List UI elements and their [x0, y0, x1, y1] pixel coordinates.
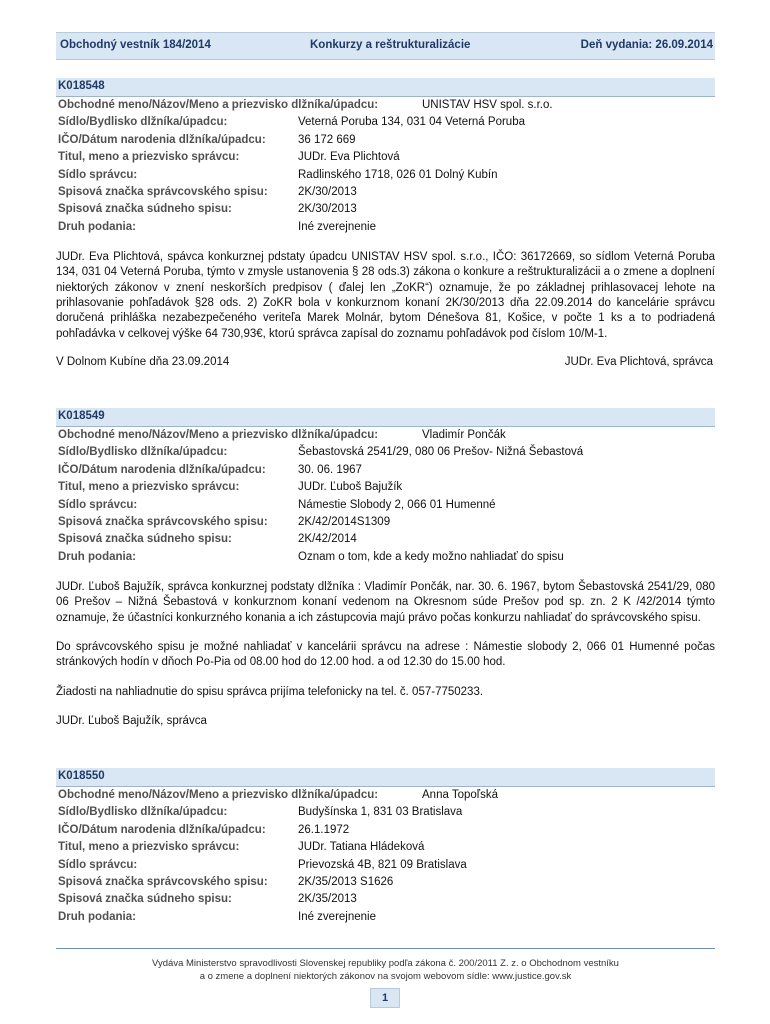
field-row: [56, 531, 715, 548]
journal-issue: Obchodný vestník 184/2014: [60, 39, 211, 51]
notice-fields: [56, 787, 715, 926]
field-label: Sídlo/Bydlisko dlžníka/úpadcu:: [58, 446, 228, 459]
notice-body: JUDr. Eva Plichtová, spávca konkurznej pdstaty úpadcu UNISTAV HSV spol. s.r.o., IČO: 36172669, so sídlom Veterná Poruba 134, 031 04 Veterná Poruba, týmto v zmysle ustanovenia § 28 ods.3) zákona o konkure a reštrukturalizácii a o zmene a doplnení niektorých zákonov v znení neskorších predpisov ( ďalej len „ZoKR“) oznamuje, že po základnej prihlasovacej lehote na prihlasovanie pohľadávok §28 ods. 2) ZoKR bola v konkurznom konaní 2K/30/2013 dňa 22.09.2014 do kancelárie správcu doručená prihláška nezabezpečeného veriteľa Marek Molnár, bytom Dénešova 81, Košice, v počte 1 ks a to podriadená pohľadávka v celkovej výške 64 730,93€, ktorú správca zapísal do zoznamu pohľadávok pod číslom 10/M-1.: [56, 251, 715, 340]
footer-divider: [56, 948, 715, 949]
field-row: [56, 462, 715, 479]
field-value: 30. 06. 1967: [298, 463, 362, 476]
field-row: [56, 909, 715, 926]
notice-body: Do správcovského spisu je možné nahliadať v kancelárii správcu na adrese : Námestie slobody 2, 066 01 Humenné počas stránkových hodín v dňoch Po-Pia od 08.00 hod do 12.00 hod. a od 12.30 do 15.00 hod.: [56, 641, 715, 669]
notice-entry: [56, 408, 715, 729]
section-title: Konkurzy a reštrukturalizácie: [310, 39, 471, 51]
field-row: [56, 891, 715, 908]
signature-row: [56, 356, 715, 372]
notice-body: JUDr. Ľuboš Bajužík, správca konkurznej podstaty dlžníka : Vladimír Pončák, nar. 30. 6. 1967, bytom Šebastovská 2541/29, 080 06 Prešov – Nižná Šebastová v konkurznom konaní vedenom na Okresnom súde Prešov pod sp. zn. 2 K /42/2014 týmto oznamuje, že účastníci konkurzného konania a ich zástupcovia majú právo počas konkurzu nahliadať do správcovského spisu.: [56, 581, 715, 624]
notice-code-bar: [56, 768, 715, 787]
field-row: [56, 497, 715, 514]
field-label: Titul, meno a priezvisko správcu:: [58, 841, 240, 854]
field-value: Iné zverejnenie: [298, 910, 376, 923]
field-row: [56, 804, 715, 821]
field-value: 2K/30/2013: [298, 203, 357, 216]
field-value: JUDr. Tatiana Hládeková: [298, 841, 425, 854]
notice-code: K018550: [58, 770, 105, 782]
field-label: IČO/Dátum narodenia dlžníka/úpadcu:: [58, 133, 266, 146]
notice-entry: [56, 768, 715, 926]
field-value: UNISTAV HSV spol. s.r.o.: [422, 99, 553, 111]
field-label: Titul, meno a priezvisko správcu:: [58, 481, 240, 494]
field-value: Radlinského 1718, 026 01 Dolný Kubín: [298, 168, 498, 181]
field-label: Sídlo správcu:: [58, 498, 138, 511]
field-row: [56, 839, 715, 856]
field-row: [56, 549, 715, 566]
field-label: IČO/Dátum narodenia dlžníka/úpadcu:: [58, 463, 266, 476]
field-label: Spisová značka správcovského spisu:: [58, 185, 268, 198]
field-label: Spisová značka správcovského spisu:: [58, 875, 268, 888]
field-label: Druh podania:: [58, 550, 136, 563]
field-row: [56, 857, 715, 874]
notice-entry: [56, 78, 715, 372]
field-label: Druh podania:: [58, 220, 136, 233]
field-value: Budyšínska 1, 831 03 Bratislava: [298, 806, 463, 819]
signature: JUDr. Eva Plichtová, správca: [564, 355, 713, 368]
signature: JUDr. Ľuboš Bajužík, správca: [56, 714, 207, 727]
footer: [56, 957, 715, 983]
field-value: Prievozská 4B, 821 09 Bratislava: [298, 858, 467, 871]
notice-code-bar: [56, 408, 715, 427]
place-date: V Dolnom Kubíne dňa 23.09.2014: [56, 355, 230, 368]
notice-fields: [56, 97, 715, 236]
field-label: Titul, meno a priezvisko správcu:: [58, 151, 240, 164]
field-row: [56, 132, 715, 149]
field-label: Spisová značka správcovského spisu:: [58, 515, 268, 528]
notice-fields: [56, 427, 715, 566]
page-header: [56, 32, 715, 60]
field-value: 2K/30/2013: [298, 185, 357, 198]
field-label: Spisová značka súdneho spisu:: [58, 533, 232, 546]
field-row: [56, 97, 715, 114]
field-row: [56, 114, 715, 131]
issue-date: Deň vydania: 26.09.2014: [580, 39, 713, 51]
field-value: 2K/35/2013: [298, 893, 357, 906]
field-label: Sídlo/Bydlisko dlžníka/úpadcu:: [58, 116, 228, 129]
field-row: [56, 427, 715, 444]
field-row: [56, 479, 715, 496]
field-row: [56, 822, 715, 839]
field-label: Druh podania:: [58, 910, 136, 923]
field-label: Sídlo/Bydlisko dlžníka/úpadcu:: [58, 806, 228, 819]
field-label: Spisová značka súdneho spisu:: [58, 203, 232, 216]
field-label: IČO/Dátum narodenia dlžníka/úpadcu:: [58, 823, 266, 836]
page-number: 1: [370, 988, 400, 1008]
field-row: [56, 787, 715, 804]
field-value: 36 172 669: [298, 133, 356, 146]
field-label: Sídlo správcu:: [58, 858, 138, 871]
field-row: [56, 514, 715, 531]
field-row: [56, 874, 715, 891]
field-value: 2K/42/2014: [298, 533, 357, 546]
notice-code-bar: [56, 78, 715, 97]
field-value: Anna Topoľská: [422, 789, 499, 801]
field-row: [56, 201, 715, 218]
field-value: JUDr. Ľuboš Bajužík: [298, 481, 403, 494]
notice-code: K018548: [58, 80, 105, 92]
field-value: Iné zverejnenie: [298, 220, 376, 233]
field-label: Obchodné meno/Názov/Meno a priezvisko dlžníka/úpadcu:: [58, 99, 379, 111]
field-value: Veterná Poruba 134, 031 04 Veterná Poruba: [298, 116, 525, 129]
field-label: Sídlo správcu:: [58, 168, 138, 181]
field-value: 2K/35/2013 S1626: [298, 875, 394, 888]
field-value: Vladimír Pončák: [422, 429, 506, 441]
field-row: [56, 219, 715, 236]
notice-code: K018549: [58, 410, 105, 422]
field-value: 26.1.1972: [298, 823, 350, 836]
field-value: Námestie Slobody 2, 066 01 Humenné: [298, 498, 496, 511]
notice-body: Žiadosti na nahliadnutie do spisu správca prijíma telefonicky na tel. č. 057-7750233.: [56, 685, 484, 698]
field-row: [56, 184, 715, 201]
footer-line-1: Vydáva Ministerstvo spravodlivosti Slovenskej republiky podľa zákona č. 200/2011 Z. z. o Obchodnom vestníku: [152, 958, 619, 969]
field-value: JUDr. Eva Plichtová: [298, 151, 400, 164]
field-value: 2K/42/2014S1309: [298, 515, 391, 528]
field-label: Obchodné meno/Názov/Meno a priezvisko dlžníka/úpadcu:: [58, 429, 379, 441]
field-label: Obchodné meno/Názov/Meno a priezvisko dlžníka/úpadcu:: [58, 789, 379, 801]
field-row: [56, 167, 715, 184]
footer-line-2: a o zmene a doplnení niektorých zákonov na svojom webovom sídle: www.justice.gov.sk: [199, 971, 572, 982]
field-row: [56, 444, 715, 461]
field-value: Šebastovská 2541/29, 080 06 Prešov- Nižná Šebastová: [298, 446, 584, 459]
field-value: Oznam o tom, kde a kedy možno nahliadať do spisu: [298, 550, 564, 563]
field-label: Spisová značka súdneho spisu:: [58, 893, 232, 906]
field-row: [56, 149, 715, 166]
